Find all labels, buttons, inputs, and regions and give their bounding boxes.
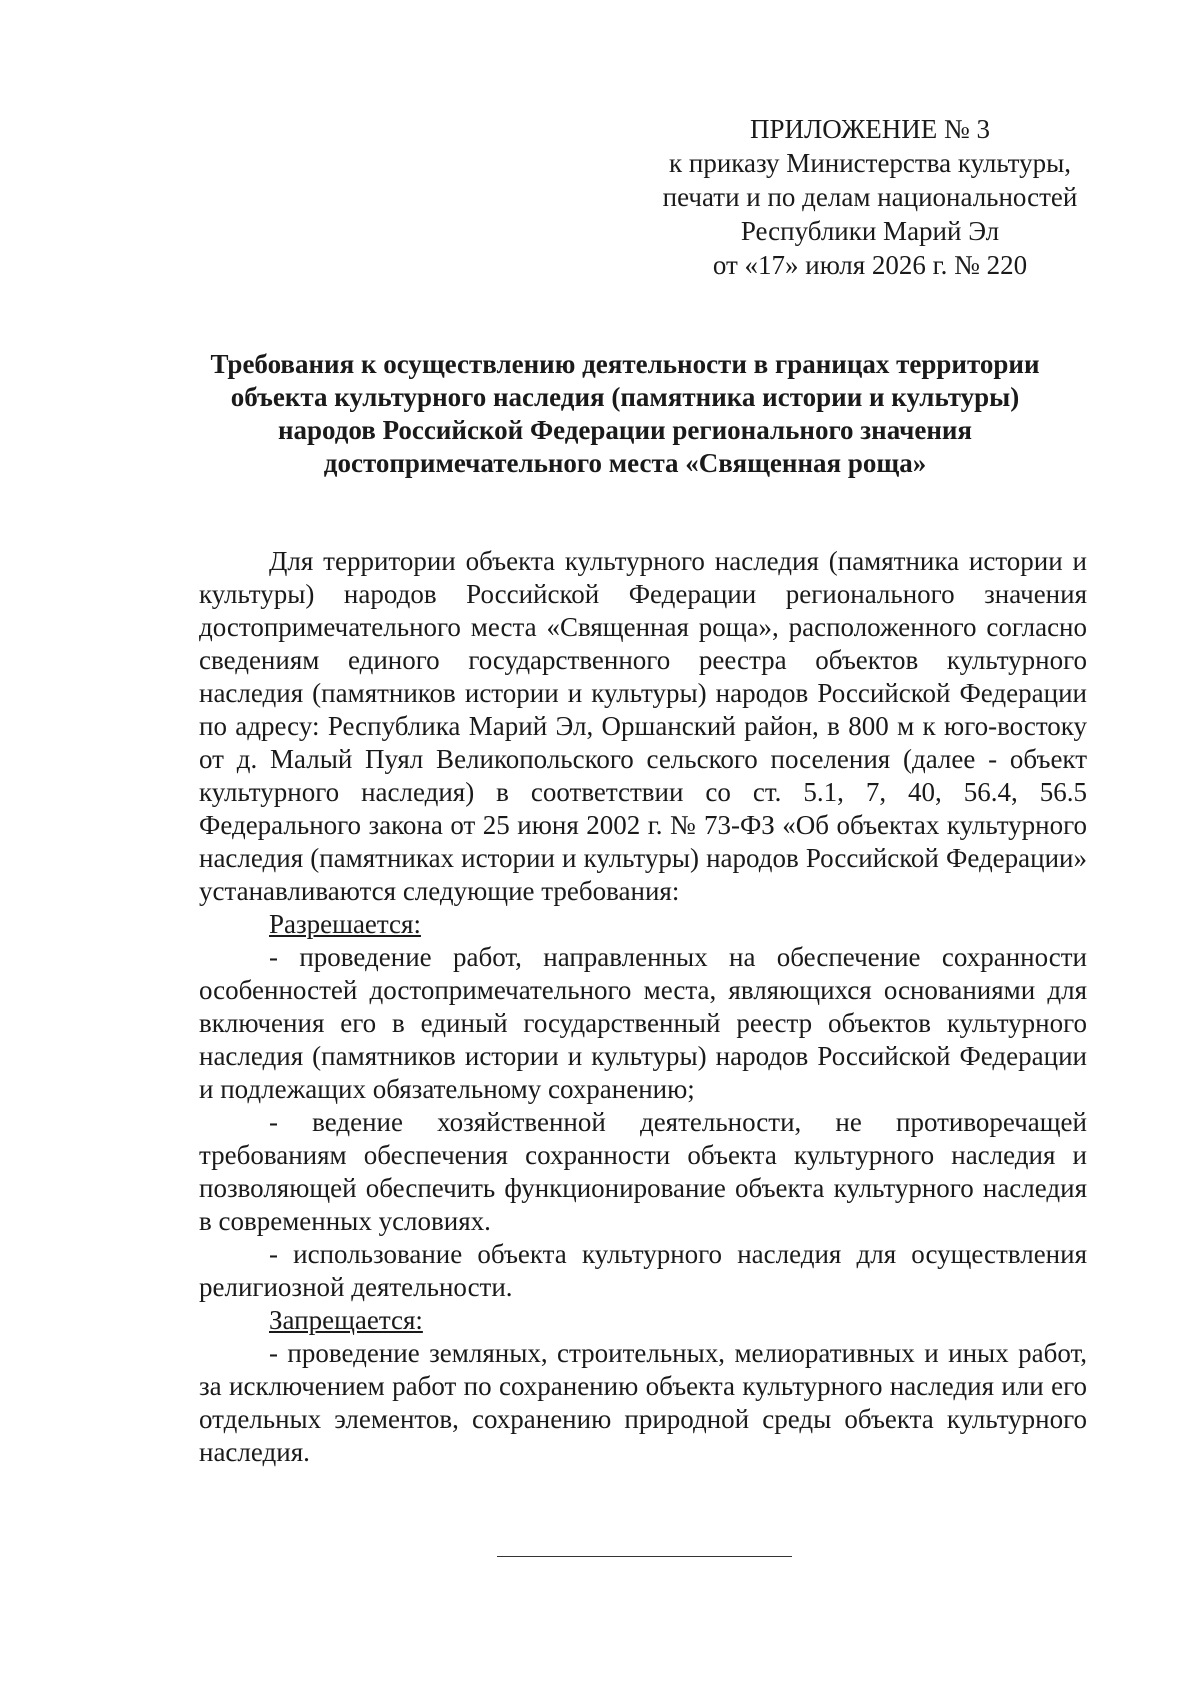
allowed-item: - ведение хозяйственной деятельности, не противоречащей требованиям обеспечения сохранности объекта культурного наследия и позволяющей обеспечить функционирование объекта культурного наследия в современных условиях. xyxy=(199,1107,1087,1236)
document-title xyxy=(160,348,1090,480)
appendix-order-ref: к приказу Министерства культуры, xyxy=(669,148,1071,178)
allowed-heading: Разрешается: xyxy=(269,909,421,939)
end-separator-line xyxy=(497,1556,792,1557)
forbidden-heading: Запрещается: xyxy=(269,1305,423,1335)
appendix-ministry: печати и по делам национальностей xyxy=(662,182,1078,212)
forbidden-item: - проведение земляных, строительных, мелиоративных и иных работ, за исключением работ по сохранению объекта культурного наследия или его отдельных элементов, сохранению природной среды объекта культурного наследия. xyxy=(199,1338,1087,1467)
title-line: объекта культурного наследия (памятника истории и культуры) xyxy=(230,382,1020,412)
title-line: Требования к осуществлению деятельности в границах территории xyxy=(210,349,1040,379)
title-line: народов Российской Федерации регионального значения xyxy=(277,415,973,445)
allowed-item: - использование объекта культурного наследия для осуществления религиозной деятельности. xyxy=(199,1239,1087,1302)
appendix-date-number: от «17» июля 2026 г. № 220 xyxy=(712,250,1028,280)
title-line: достопримечательного места «Священная роща» xyxy=(323,448,927,478)
appendix-block xyxy=(640,112,1100,282)
appendix-number: ПРИЛОЖЕНИЕ № 3 xyxy=(749,114,991,144)
intro-paragraph: Для территории объекта культурного наследия (памятника истории и культуры) народов Российской Федерации регионального значения достопримечательного места «Священная роща», расположенного согласно сведениям единого государственного реестра объектов культурного наследия (памятников истории и культуры) народов Российской Федерации по адресу: Республика Марий Эл, Оршанский район, в 800 м к юго-востоку от д. Малый Пуял Великопольского сельского поселения (далее - объект культурного наследия) в соответствии со ст. 5.1, 7, 40, 56.4, 56.5 Федерального закона от 25 июня 2002 г. № 73-ФЗ «Об объектах культурного наследия (памятниках истории и культуры) народов Российской Федерации» устанавливаются следующие требования: xyxy=(199,546,1087,906)
allowed-item: - проведение работ, направленных на обеспечение сохранности особенностей достопримечательного места, являющихся основаниями для включения его в единый государственный реестр объектов культурного наследия (памятников истории и культуры) народов Российской Федерации и подлежащих обязательному сохранению; xyxy=(199,942,1087,1104)
appendix-republic: Республики Марий Эл xyxy=(740,216,1000,246)
document-body xyxy=(199,545,1087,1469)
